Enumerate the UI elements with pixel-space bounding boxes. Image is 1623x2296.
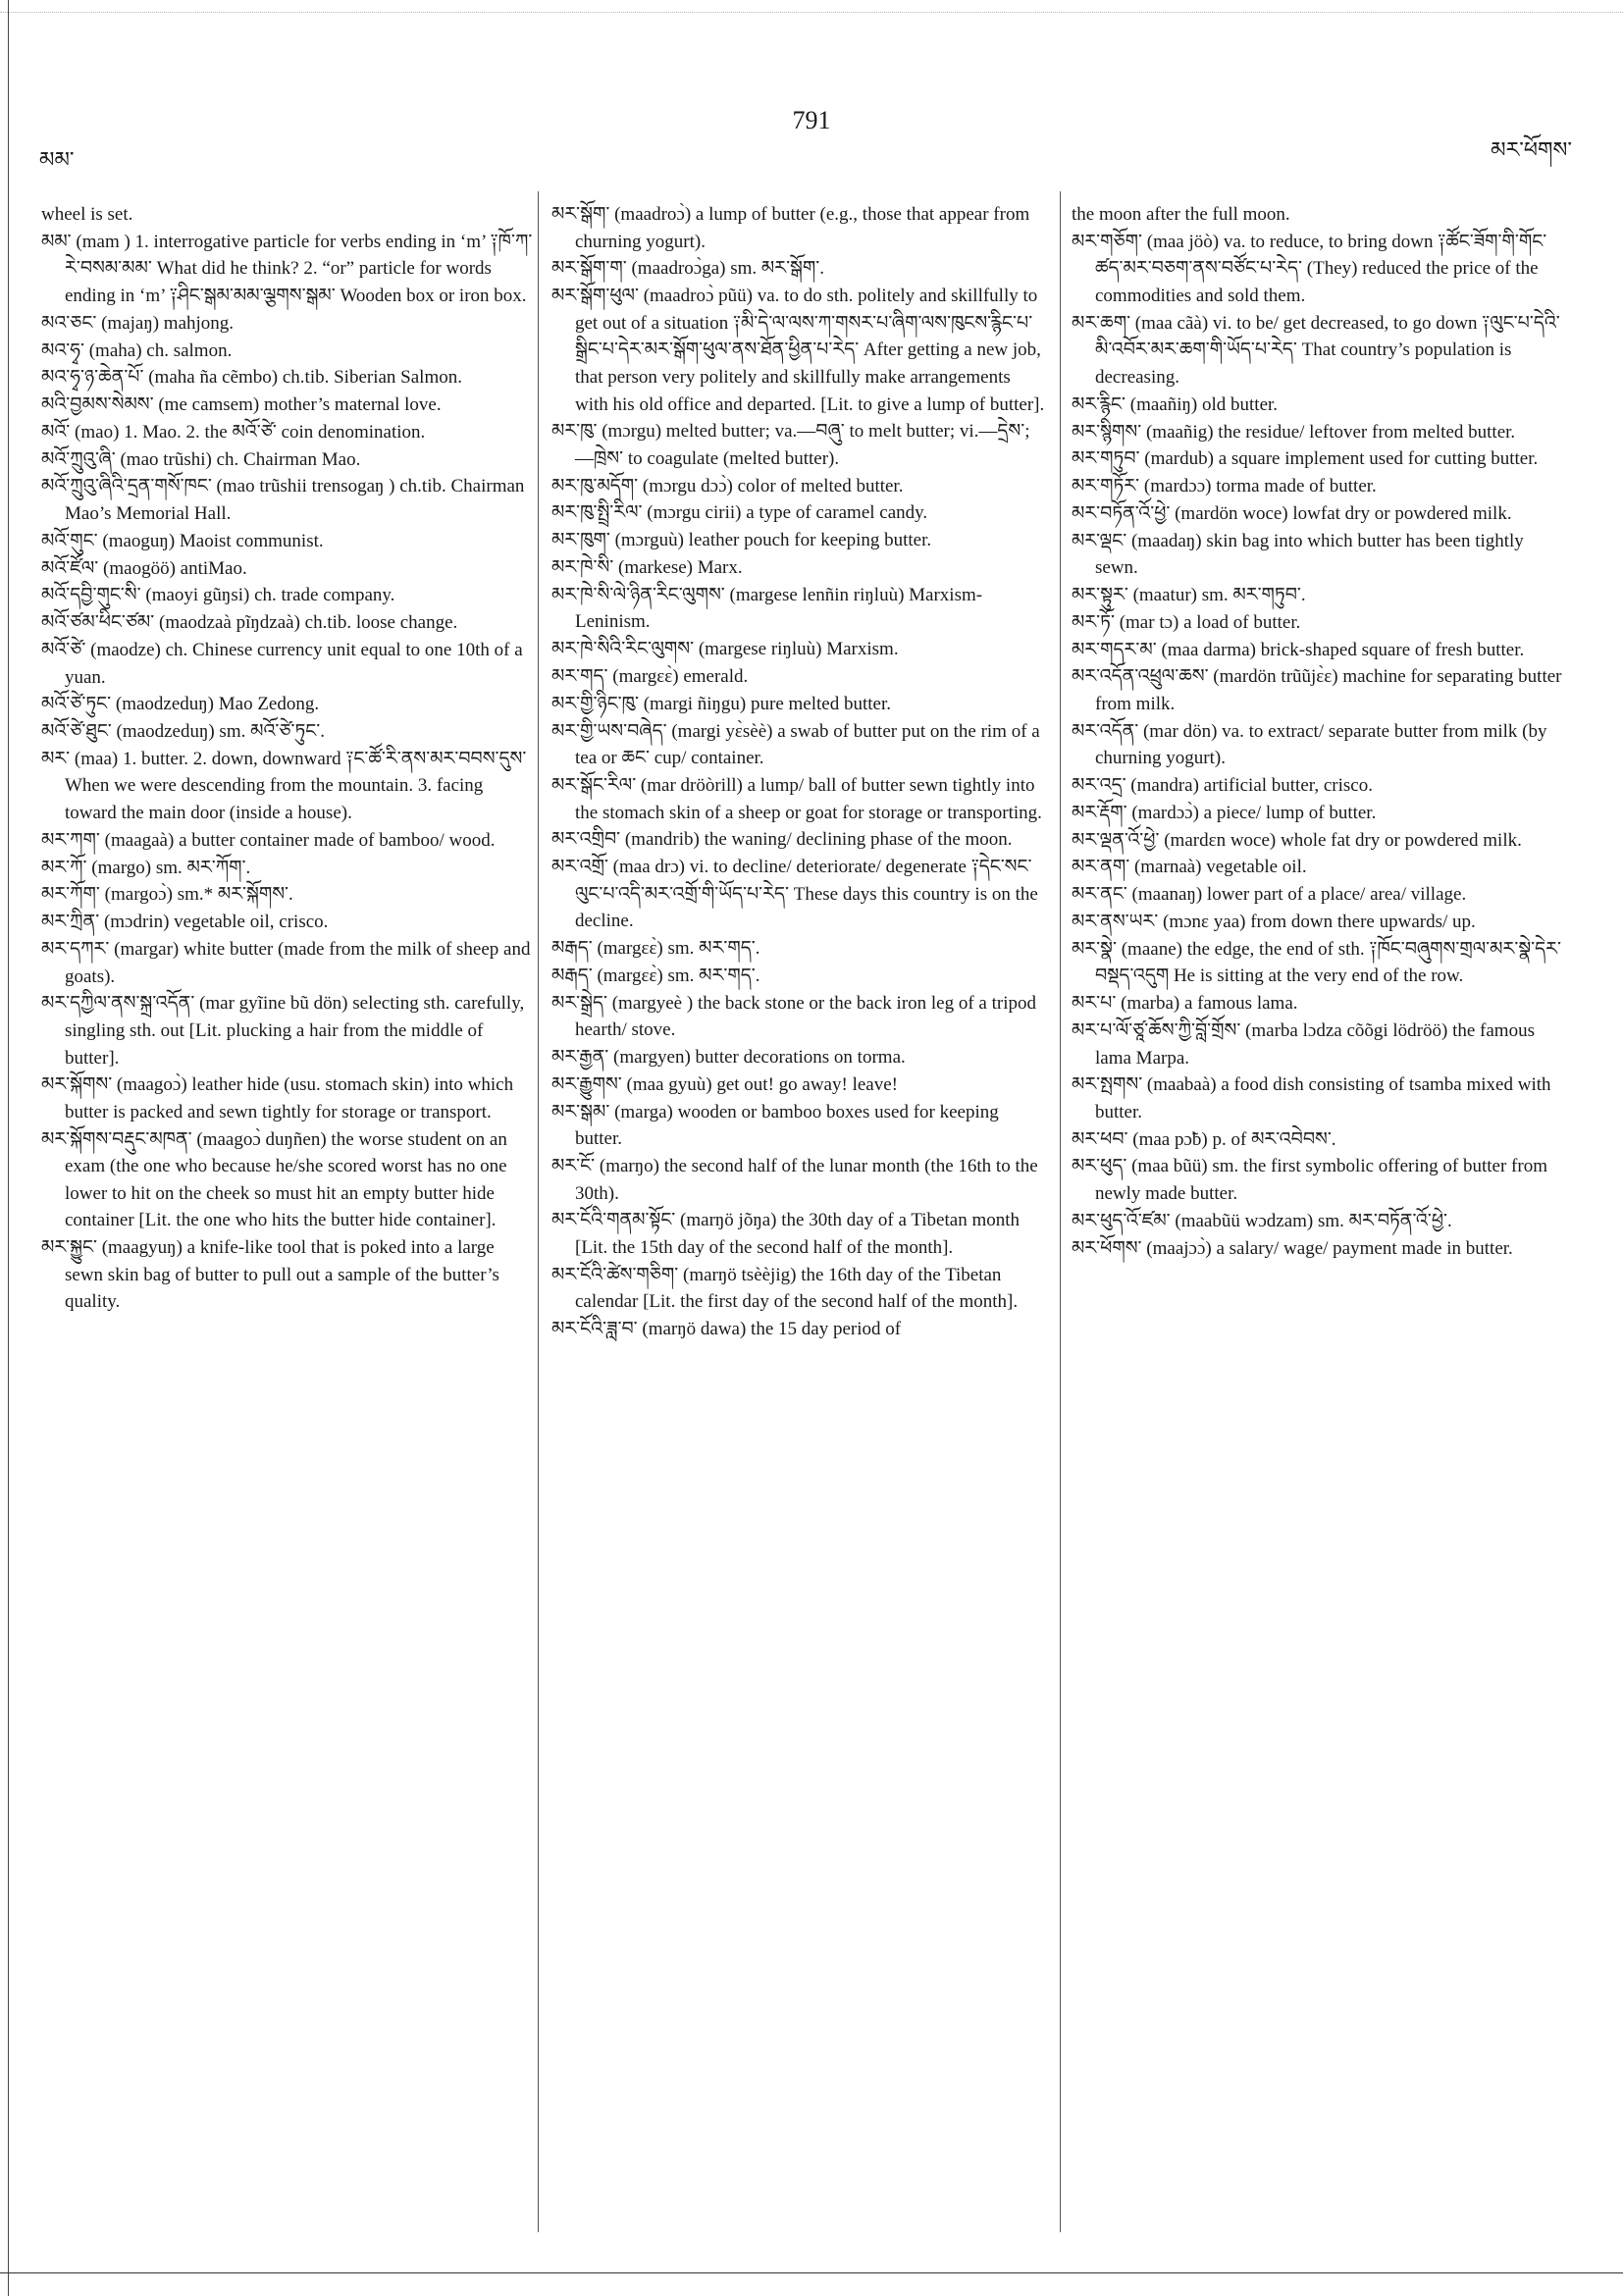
column-2	[551, 201, 1047, 1343]
dictionary-entry: མར་དཀར་ (margar) white butter (made from the milk of sheep and goats).	[41, 938, 531, 987]
dictionary-entry: མར་ནང་ (maanaŋ) lower part of a place/ area/ village.	[1072, 884, 1467, 906]
dictionary-entry: མར་སྒོག་ཕུལ་ (maadroɔ̀ pũü) va. to do sth. politely and skillfully to get out of a situation ༑མི་དེ་ལ་ལས་ཀ་གསར་པ་ཞིག་ལས་ཁུངས་རྙིང་པ་སྒྲིང་པ་དེར་མར་སྒོག་ཕུལ་ནས་ཐོན་ཕྱིན་པ་རེད་ After getting a new job, that person very politely and skillfully make arrangements with his old office and departed. [Lit. to give a lump of butter].	[551, 286, 1045, 415]
dictionary-entry: མར་ངོ་ (marŋo) the second half of the lunar month (the 16th to the 30th).	[551, 1155, 1038, 1204]
dictionary-entry: མར་སྐྱུང་ (maagyuŋ) a knife-like tool that is poked into a large sewn skin bag of butter to pull out a sample of the butter’s quality.	[41, 1237, 499, 1313]
dictionary-entry: མར་ཀོག་ (margoɔ̀) sm.* མར་སྐོགས་.	[41, 884, 293, 906]
dictionary-entry: མའ་ཧྭ་ (maha) ch. salmon.	[41, 339, 233, 361]
dictionary-entry: མར་ལྡང་ (maadaŋ) skin bag into which butter has been tightly sewn.	[1072, 530, 1524, 579]
dictionary-entry: མར་པ་ལོ་ཙཱ་ཆོས་ཀྱི་བློ་གྲོས་ (marba lɔdza cõõgi lödröö) the famous lama Marpa.	[1072, 1019, 1535, 1069]
dictionary-entry: མའོ་ཀྲུའུ་ཞིའི་དྲན་གསོ་ཁང་ (mao trũshii trensogaŋ ) ch.tib. Chairman Mao’s Memorial Hall.	[41, 476, 525, 525]
dictionary-entry: wheel is set.	[41, 204, 133, 225]
dictionary-entry: མར་ངོའི་ཚེས་གཅིག་ (marŋö tsèèjig) the 16th day of the Tibetan calendar [Lit. the first day of the second half of the month].	[551, 1264, 1019, 1313]
dictionary-entry: མའོ་ཙེ་ (maodze) ch. Chinese currency unit equal to one 10th of a yuan.	[41, 639, 523, 688]
column-divider	[538, 191, 539, 2232]
dictionary-entry: མར་ཁུ་ (mɔrgu) melted butter; va.—བཞུ་ to melt butter; vi.—དྲེས་; —ཁྲེས་ to coagulate (melted butter).	[551, 421, 1030, 469]
dictionary-entry: མར་ངོའི་ཟླ་བ་ (marŋö dawa) the 15 day period of	[551, 1319, 902, 1340]
column-1	[41, 201, 537, 1316]
bottom-edge	[0, 2272, 1623, 2273]
dictionary-entry: མར་ཕོགས་ (maajɔɔ̀) a salary/ wage/ payment made in butter.	[1072, 1237, 1513, 1259]
dictionary-entry: མར་ (maa) 1. butter. 2. down, downward ༑ང་ཚོ་རི་ནས་མར་བབས་དུས་ When we were descending from the mountain. 3. facing toward the main door (inside a house).	[41, 748, 527, 824]
dictionary-entry: མམ་ (mam ) 1. interrogative particle for verbs ending in ‘m’ ༑ཁོ་ཀ་རེ་བསམ་མམ་ What did he think? 2. “or” particle for words ending in ‘m’ ༑ཤིང་སྒམ་མམ་ལྕགས་སྒམ་ Wooden box or iron box.	[41, 231, 533, 306]
dictionary-entry: མའི་བྱམས་སེམས་ (me camsem) mother’s maternal love.	[41, 394, 442, 416]
dictionary-entry: མར་རྙིང་ (maañiŋ) old butter.	[1072, 393, 1279, 415]
dictionary-entry: མར་གད་ (margɛɛ̀) emerald.	[551, 665, 749, 687]
dictionary-entry: མར་རྒྱན་ (margyen) butter decorations on torma.	[551, 1046, 906, 1068]
dictionary-entry: མར་ནས་ཡར་ (mɔnɛ yaa) from down there upwards/ up.	[1072, 912, 1476, 932]
dictionary-entry: མར་ཁུག་ (mɔrguù) leather pouch for keeping butter.	[551, 530, 932, 551]
column-divider	[1060, 191, 1061, 2232]
dictionary-entry: མར་ཁེ་སི་ (markese) Marx.	[551, 557, 743, 579]
dictionary-entry: མར་ཁེ་སི་ལེ་ཉིན་རིང་ལུགས་ (margese lenñin riŋluù) Marxism-Leninism.	[551, 584, 983, 633]
dictionary-entry: མར་ཀོ་ (margo) sm. མར་ཀོག་.	[41, 857, 251, 878]
page-header	[0, 106, 1623, 173]
dictionary-entry: མར་སྣེ་ (maane) the edge, the end of sth. ༑ཁོང་བཞུགས་གྲལ་མར་སྣེ་དེར་བསྡད་འདུག He is sitting at the very end of the row.	[1072, 938, 1561, 987]
dictionary-entry: མར་སྒྲེད་ (margyeè ) the back stone or the back iron leg of a tripod hearth/ stove.	[551, 992, 1036, 1041]
dictionary-entry: མར་སྙིགས་ (maañig) the residue/ leftover from melted butter.	[1072, 421, 1516, 443]
dictionary-entry: མར་ཕུད་འོ་ཛམ་ (maabũü wɔdzam) sm. མར་བཏོན་འོ་ཕྱེ་.	[1072, 1210, 1452, 1231]
dictionary-entry: མར་ཁུ་མདོག་ (mɔrgu dɔɔ̀) color of melted butter.	[551, 475, 904, 496]
dictionary-entry: མར་སྒམ་ (marga) wooden or bamboo boxes used for keeping butter.	[551, 1101, 999, 1150]
dictionary-entry: མར་ཕབ་ (maa pɔ̃b) p. of མར་འབེབས་.	[1072, 1128, 1336, 1150]
dictionary-entry: མར་རྒྱུགས་ (maa gyuù) get out! go away! leave!	[551, 1073, 898, 1095]
dictionary-entry: མར་གྱི་ཉིང་ཁུ་ (margi ñiŋgu) pure melted butter.	[551, 693, 891, 714]
dictionary-entry: མའོ་ (mao) 1. Mao. 2. the མའོ་ཙེ་ coin denomination.	[41, 421, 426, 443]
dictionary-entry: མར་འགྲིབ་ (mandrib) the waning/ declining phase of the moon.	[551, 829, 1013, 851]
dictionary-entry: མའོ་ཛོལ་ (maogöö) antiMao.	[41, 557, 247, 579]
dictionary-entry: མར་སྒོག་ག་ (maadroɔ̀ga) sm. མར་སྒོག་.	[551, 258, 824, 280]
guide-word-right: མར་ཕོགས་	[1491, 138, 1572, 163]
dictionary-entry: མའོ་ཙེ་ཏུང་ (maodzeduŋ) Mao Zedong.	[41, 694, 320, 715]
dictionary-entry: མར་གཏོར་ (mardɔɔ) torma made of butter.	[1072, 476, 1377, 497]
column-3	[1072, 201, 1567, 1262]
top-edge	[0, 0, 1623, 13]
dictionary-entry: མར་སྤགས་ (maabaà) a food dish consisting of tsamba mixed with butter.	[1072, 1074, 1551, 1122]
dictionary-entry: མའོ་གུང་ (maoguŋ) Maoist communist.	[41, 530, 324, 551]
dictionary-entry: མར་གྱི་ཡས་བཞེད་ (margi yɛ̀sèè) a swab of butter put on the rim of a tea or ཆང་ cup/ container.	[551, 720, 1040, 769]
dictionary-entry: མརྒད་ (margɛɛ̀) sm. མར་གད་.	[551, 965, 760, 986]
dictionary-entry: མར་ཏོ་ (mar tɔ) a load of butter.	[1072, 611, 1301, 633]
dictionary-entry: མར་འདོན་ (mar dön) va. to extract/ separate butter from milk (by churning yogurt).	[1072, 720, 1547, 769]
dictionary-entry: མར་ནག་ (marnaà) vegetable oil.	[1072, 857, 1307, 878]
dictionary-entry: མའོ་ཙེ་ཐུང་ (maodzeduŋ) sm. མའོ་ཙེ་ཏུང་.	[41, 721, 325, 743]
dictionary-entry: མར་བཏོན་འོ་ཕྱེ་ (mardön woce) lowfat dry or powdered milk.	[1072, 502, 1512, 524]
dictionary-entry: མའོ་ཀྲུའུ་ཞི་ (mao trũshi) ch. Chairman Mao.	[41, 448, 361, 470]
dictionary-entry: མར་ཁེ་སིའི་རིང་ལུགས་ (margese riŋluù) Marxism.	[551, 639, 899, 660]
dictionary-entry: མའོ་དབྱི་གུང་སི་ (maoyi gũŋsi) ch. trade company.	[41, 585, 395, 606]
dictionary-entry: མར་དཀྱིལ་ནས་སྐྲ་འདོན་ (mar gyĩine bũ dön) selecting sth. carefully, singling sth. out [Lit. plucking a hair from the middle of butter].	[41, 993, 525, 1069]
dictionary-entry: མར་སྒོང་རིལ་ (mar dröòrill) a lump/ ball of butter sewn tightly into the stomach skin of a sheep or goat for storage or transporting.	[551, 774, 1042, 823]
dictionary-entry: མར་ལྡན་འོ་ཕྱེ་ (mardɛn woce) whole fat dry or powdered milk.	[1072, 829, 1522, 851]
dictionary-entry: མར་རྡོག་ (mardɔɔ̀) a piece/ lump of butter.	[1072, 802, 1377, 823]
dictionary-entry: མར་པ་ (marba) a famous lama.	[1072, 993, 1298, 1015]
dictionary-entry: མརྒད་ (margɛɛ̀) sm. མར་གད་.	[551, 938, 760, 960]
dictionary-entry: མའ་ཧྭ་ཉ་ཆེན་པོ་ (maha ña cẽmbo) ch.tib. Siberian Salmon.	[41, 367, 462, 389]
page-number: 791	[792, 106, 831, 134]
dictionary-entry: མར་ཆག་ (maa cãà) vi. to be/ get decreased, to go down ༑ལུང་པ་དེའི་མི་འབོར་མར་ཆག་གི་ཡོད་པ་རེད་ That country’s population is decreasing.	[1072, 312, 1560, 388]
dictionary-entry: མའོ་ཙམ་ཕིང་ཙམ་ (maodzaà pĩŋdzaà) ch.tib. loose change.	[41, 612, 458, 634]
dictionary-entry: མར་ཀག་ (maagaà) a butter container made of bamboo/ wood.	[41, 829, 496, 851]
left-edge	[8, 0, 9, 2296]
dictionary-entry: མའ་ཅང་ (majaŋ) mahjong.	[41, 312, 235, 334]
dictionary-entry: མར་གཅོག་ (maa jöò) va. to reduce, to bring down ༑ཚོང་ཟོག་གི་གོང་ཚད་མར་བཅག་ནས་བཙོང་པ་རེད་ (They) reduced the price of the commodities and sold them.	[1072, 231, 1547, 306]
dictionary-entry: མར་ཀྲིན་ (mɔdrin) vegetable oil, crisco.	[41, 912, 329, 933]
guide-word-left: མམ་	[39, 148, 75, 173]
dictionary-entry: མར་ཁུ་སྤྲི་རིལ་ (mɔrgu cirii) a type of caramel candy.	[551, 502, 928, 524]
dictionary-entry: མར་ངོའི་གནམ་སྟོང་ (marŋö jõŋa) the 30th day of a Tibetan month [Lit. the 15th day of the second half of the month].	[551, 1210, 1021, 1258]
dictionary-entry: the moon after the full moon.	[1072, 204, 1290, 225]
dictionary-entry: མར་འདོན་འཕྲུལ་ཆས་ (mardön trũũjɛ̀ɛ) machine for separating butter from milk.	[1072, 666, 1562, 714]
dictionary-entry: མར་སྒོག་ (maadroɔ̀) a lump of butter (e.g., those that appear from churning yogurt).	[551, 204, 1030, 252]
dictionary-entry: མར་འདྲ་ (mandra) artificial butter, crisco.	[1072, 775, 1373, 797]
dictionary-entry: མར་འགྲོ་ (maa drɔ) vi. to decline/ deteriorate/ degenerate ༑དེང་སང་ལུང་པ་འདི་མར་འགྲོ་གི་ཡོད་པ་རེད་ These days this country is on the decline.	[551, 857, 1038, 932]
dictionary-entry: མར་གཏུབ་ (mardub) a square implement used for cutting butter.	[1072, 448, 1539, 470]
dictionary-entry: མར་ཕུད་ (maa bũü) sm. the first symbolic offering of butter from newly made butter.	[1072, 1156, 1547, 1205]
dictionary-entry: མར་སྐོགས་བརྡུང་མཁན་ (maagoɔ̀ duŋñen) the worse student on an exam (the one who because he/she scored worst has no one lower to hit on the cheek so must hit an empty butter hide container [Lit. the one who hits the butter hide container].	[41, 1128, 507, 1231]
dictionary-entry: མར་སྐོགས་ (maagoɔ̀) leather hide (usu. stomach skin) into which butter is packed and sewn tightly for storage or transport.	[41, 1074, 514, 1122]
dictionary-entry: མར་གདར་མ་ (maa darma) brick-shaped square of fresh butter.	[1072, 639, 1525, 660]
dictionary-entry: མར་སྟུར་ (maatur) sm. མར་གཏུབ་.	[1072, 585, 1306, 605]
